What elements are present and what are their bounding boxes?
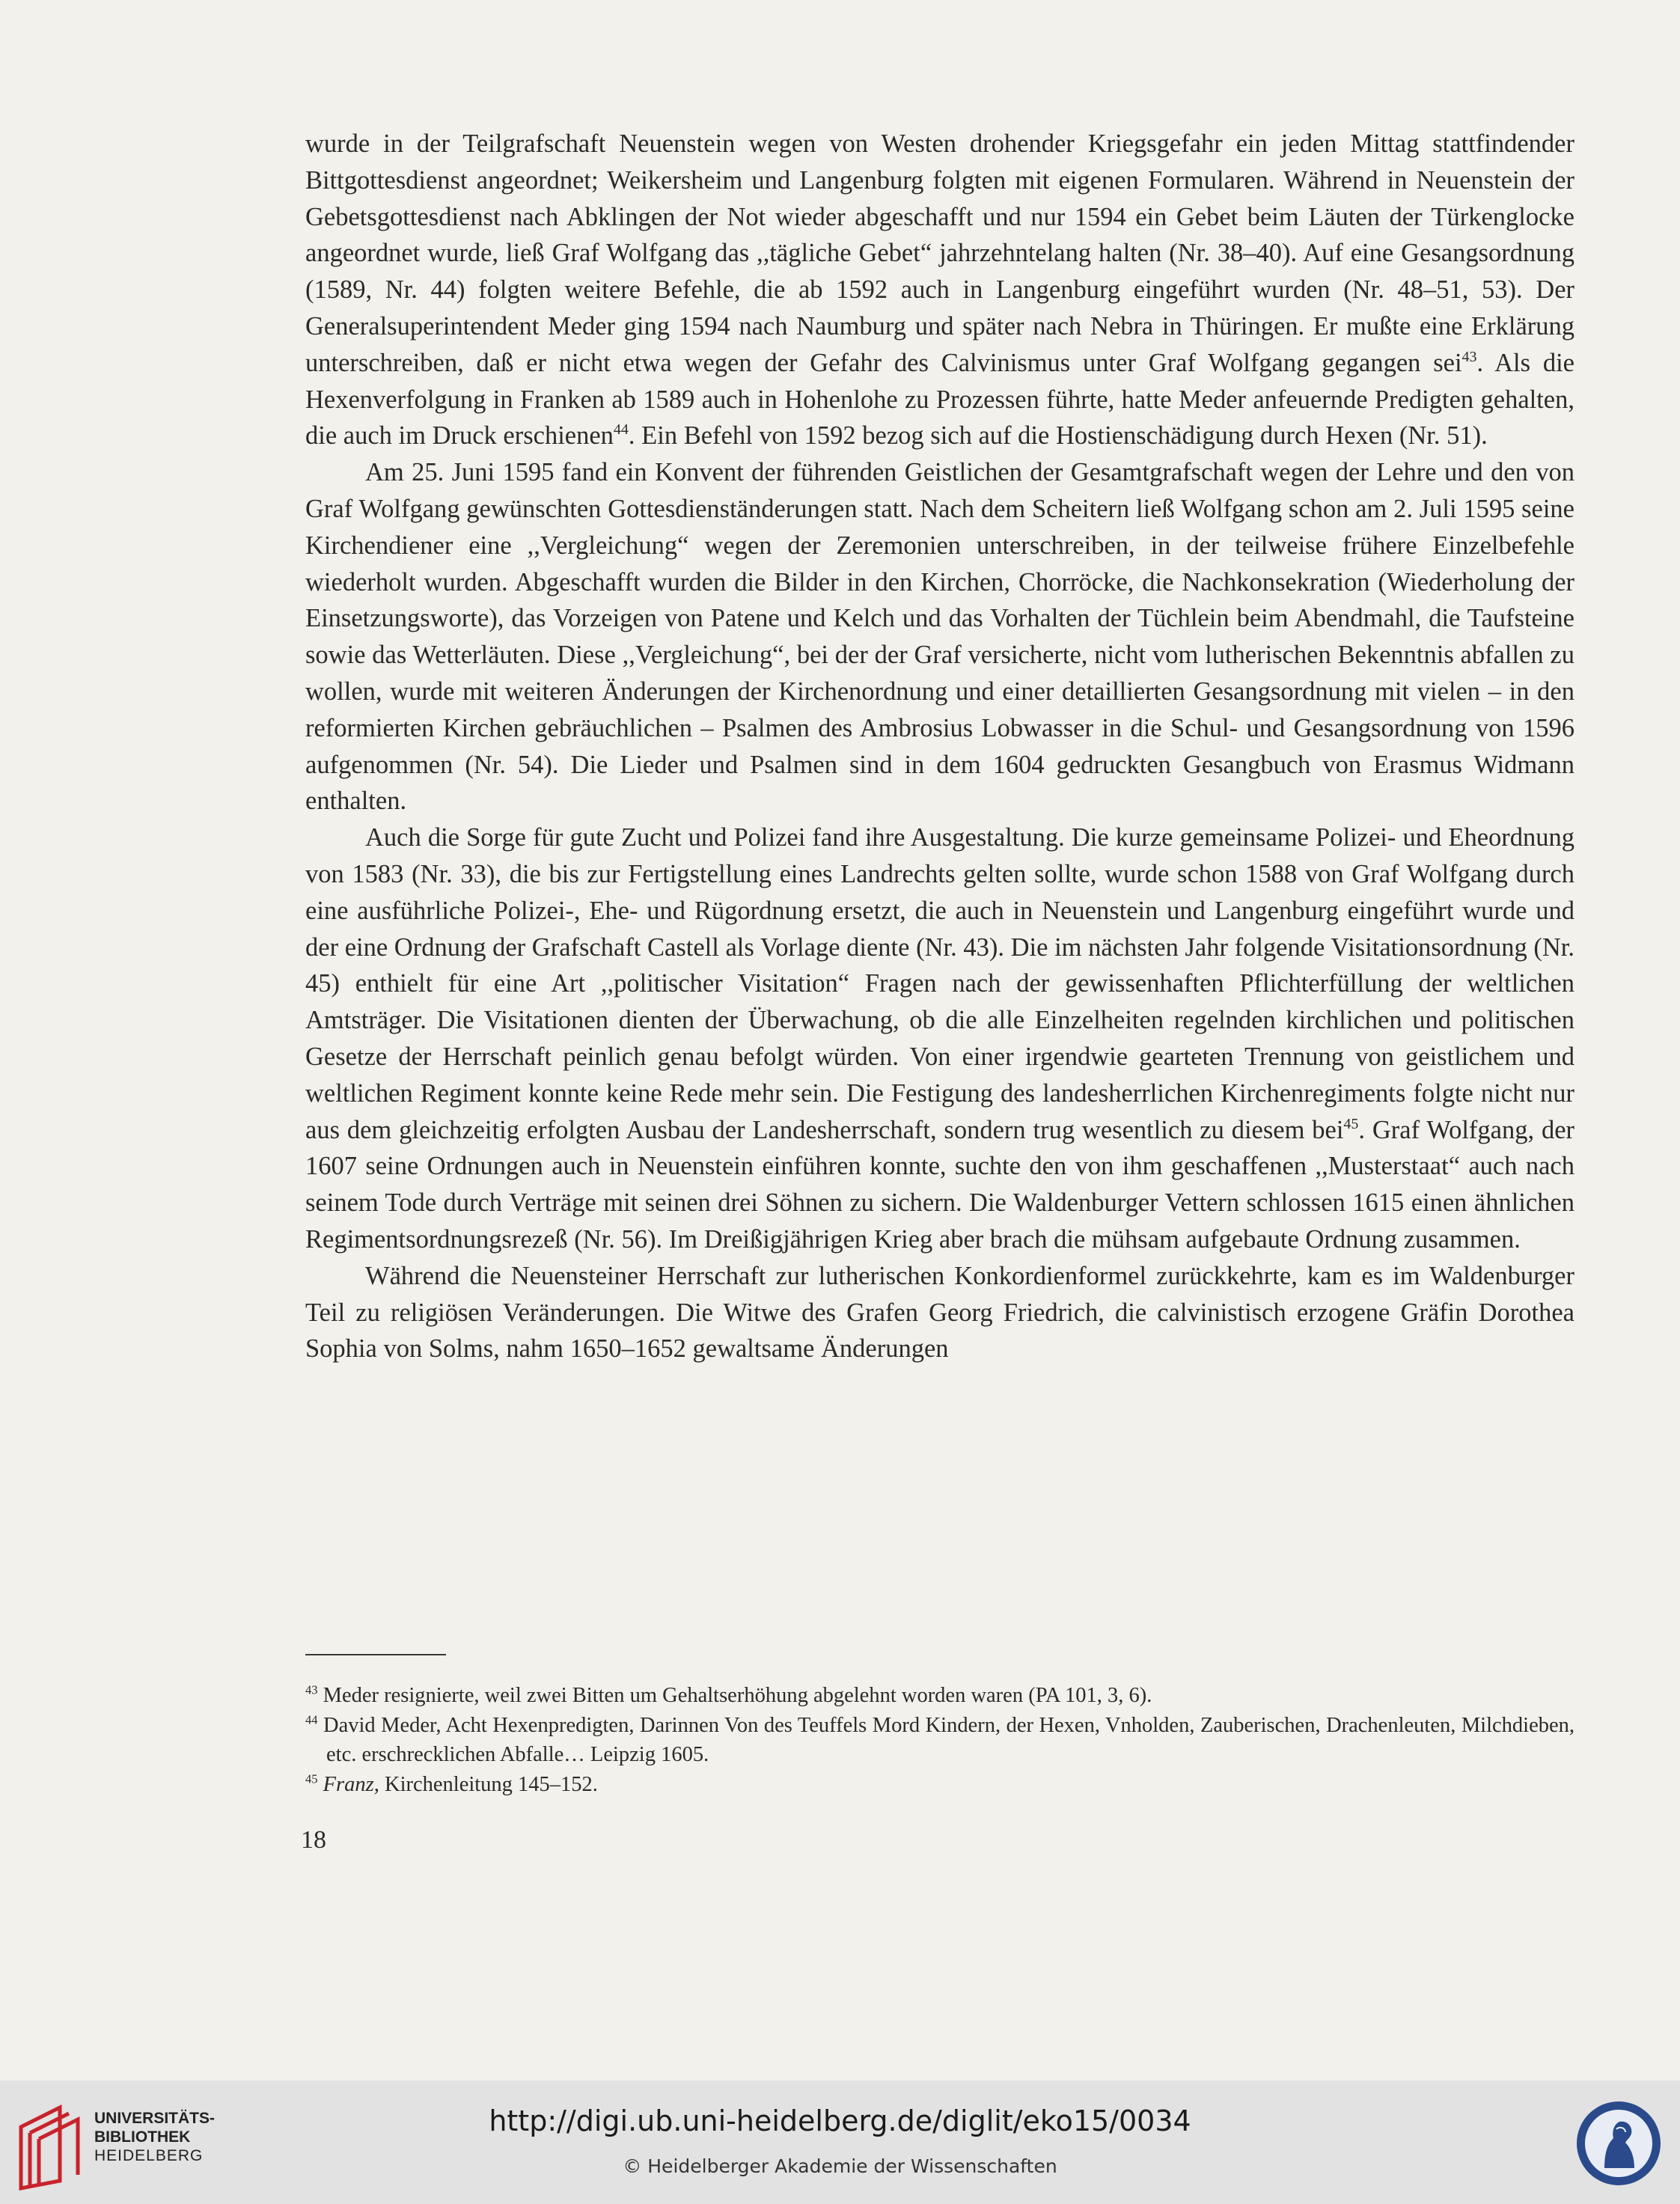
academy-seal-icon [1574,2099,1663,2188]
footnote-ref-43[interactable]: 43 [1461,348,1477,365]
footnote-ref-44[interactable]: 44 [613,421,629,439]
institution-line-2: BIBLIOTHEK [94,2128,191,2146]
footnote-author: Franz, [323,1772,379,1796]
paragraph-1-text-a: wurde in der Teilgrafschaft Neuenstein wegen von Westen drohender Kriegsgefahr ein jeden Mittag stattfindender Bittgottesdienst angeordnet; Weikersheim und Langenburg folgten mit eigenen Formularen. Während in Neuenstein der Gebetsgottesdienst nach Abklingen der Not wieder abgeschafft und nur 1594 ein Gebet beim Läuten der Türkenglocke angeordnet wurde, ließ Graf Wolfgang das ,,tägliche Gebet“ jahrzehntelang halten (Nr. 38–40). Auf eine Gesangsordnung (1589, Nr. 44) folgten weitere Befehle, die ab 1592 auch in Langenburg eingeführt wurden (Nr. 48–51, 53). Der Generalsuperintendent Meder ging 1594 nach Naumburg und später nach Nebra in Thüringen. Er mußte eine Erklärung unterschreiben, daß er nicht etwa wegen der Gefahr des Calvinismus unter Graf Wolfgang gegangen sei [305,129,1574,377]
paragraph-1-text-b: . Als die Hexenverfolgung in Franken ab 1589 auch in Hohenlohe zu Prozessen führte, hatte Meder anfeuernde Predigten gehalten, die auch im Druck erschienen [305,348,1574,451]
footnote-number: 45 [305,1771,318,1786]
footnote-45 [305,1770,1574,1800]
paragraph-1-text-c: . Ein Befehl von 1592 bezog sich auf die Hostienschädigung durch Hexen (Nr. 51). [628,421,1488,451]
footnote-separator [305,1654,446,1655]
paragraph-1 [305,126,1574,454]
paragraph-3 [305,819,1574,1258]
paragraph-2: Am 25. Juni 1595 fand ein Konvent der führenden Geistlichen der Gesamtgrafschaft wegen der Lehre und den von Graf Wolfgang gewünschten Gottesdienständerungen statt. Nach dem Scheitern ließ Wolfgang schon am 2. Juli 1595 seine Kirchendiener eine ,,Vergleichung“ wegen der Zeremonien unterschreiben, in der teilweise frühere Einzelbefehle wiederholt wurden. Abgeschafft wurden die Bilder in den Kirchen, Chorröcke, die Nachkonsekration (Wiederholung der Einsetzungsworte), das Vorzeigen von Patene und Kelch und das Vorhalten der Tüchlein beim Abendmahl, die Taufsteine sowie das Wetterläuten. Diese ,,Vergleichung“, bei der der Graf versicherte, nicht vom lutherischen Bekenntnis abfallen zu wollen, wurde mit weiteren Änderungen der Kirchenordnung und einer detaillierten Gesangsordnung mit vielen – in den reformierten Kirchen gebräuchlichen – Psalmen des Ambrosius Lobwasser in die Schul- und Gesangsordnung von 1596 aufgenommen (Nr. 54). Die Lieder und Psalmen sind in dem 1604 gedruckten Gesangbuch von Erasmus Widmann enthalten. [305,458,1574,816]
copyright-notice: © Heidelberger Akademie der Wissenschaften [623,2155,1057,2177]
footnote-ref-45[interactable]: 45 [1343,1115,1359,1132]
paragraph-4: Während die Neuensteiner Herrschaft zur lutherischen Konkordienformel zurückkehrte, kam es im Waldenburger Teil zu religiösen Veränderungen. Die Witwe des Grafen Georg Friedrich, die calvinistisch erzogene Gräfin Dorothea Sophia von Solms, nahm 1650–1652 gewaltsame Änderungen [305,1261,1574,1364]
footnote-44 [305,1711,1574,1770]
footnote-number: 44 [305,1712,318,1727]
footnote-43 [305,1681,1574,1711]
paragraph-3-text-b: . Graf Wolfgang, der 1607 seine Ordnungen auch in Neuenstein einführen konnte, suchte den von ihm geschaffenen ,,Musterstaat“ auch nach seinem Tode durch Verträge mit seinen drei Söhnen zu sichern. Die Waldenburger Vettern schlossen 1615 einen ähnlichen Regimentsordnungsrezeß (Nr. 56). Im Dreißigjährigen Krieg aber brach die mühsam aufgebaute Ordnung zusammen. [305,1115,1574,1254]
viewer-footer [0,2081,1680,2204]
footnote-text: Meder resignierte, weil zwei Bitten um Gehaltserhöhung abgelehnt worden waren (PA 101, 3, 6). [323,1684,1152,1707]
footnote-number: 43 [305,1682,318,1697]
paragraph-3-text-a: Auch die Sorge für gute Zucht und Polizei fand ihre Ausgestaltung. Die kurze gemeinsame Polizei- und Eheordnung von 1583 (Nr. 33), die bis zur Fertigstellung eines Landrechts gelten sollte, wurde schon 1588 von Graf Wolfgang durch eine ausführliche Polizei-, Ehe- und Rügordnung ersetzt, die auch in Neuenstein und Langenburg eingeführt wurde und der eine Ordnung der Grafschaft Castell als Vorlage diente (Nr. 43). Die im nächsten Jahr folgende Visitationsordnung (Nr. 45) enthielt für eine Art ,,politischer Visitation“ Fragen nach der gewissenhaften Pflichterfüllung der weltlichen Amtsträger. Die Visitationen dienten der Überwachung, ob die alle Einzelheiten regelnden kirchlichen und politischen Gesetze der Herrschaft peinlich genau befolgt würden. Von einer irgendwie gearteten Trennung von geistlichem und weltlichen Regiment konnte keine Rede mehr sein. Die Festigung des landesherrlichen Kirchenregiments folgte nicht nur aus dem gleichzeitig erfolgten Ausbau der Landesherrschaft, sondern trug wesentlich zu diesem bei [305,823,1574,1144]
main-text [305,126,1574,1367]
footnote-text: David Meder, Acht Hexenpredigten, Darinnen Von des Teuffels Mord Kindern, der Hexen, Vnholden, Zauberischen, Drachenleuten, Milchdieben, etc. erschrecklichen Abfalle… Leipzig 1605. [323,1713,1575,1767]
page-number: 18 [301,1826,326,1854]
footnote-text: Kirchenleitung 145–152. [379,1772,598,1796]
footnotes [305,1681,1574,1799]
permalink-url[interactable]: http://digi.ub.uni-heidelberg.de/diglit/eko15/0034 [489,2104,1191,2137]
institution-line-3: HEIDELBERG [94,2147,204,2164]
institution-line-1: UNIVERSITÄTS- [94,2110,216,2127]
